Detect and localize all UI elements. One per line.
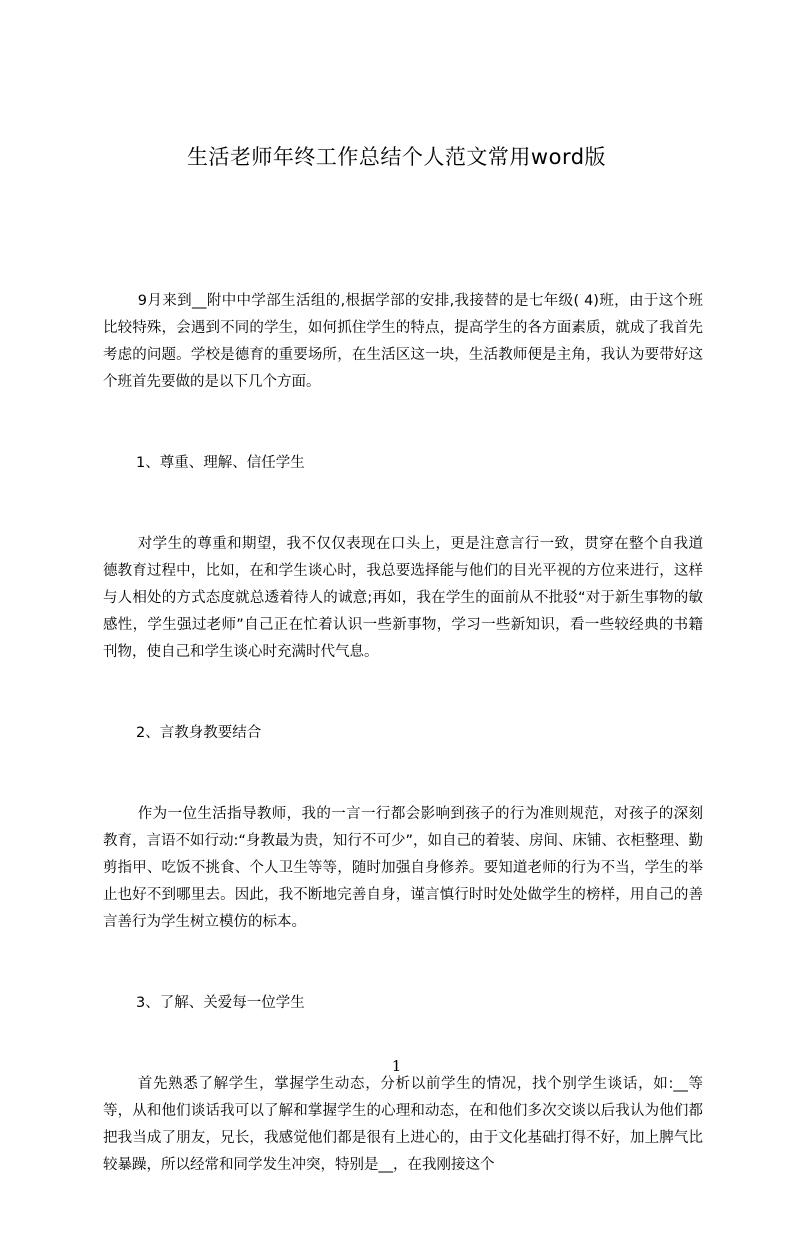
page-number: 1 — [391, 1057, 402, 1075]
paragraph-section-1: 对学生的尊重和期望，我不仅仅表现在口头上，更是注意言行一致，贯穿在整个自我道德教育过程中，比如，在和学生谈心时，我总要选择能与他们的目光平视的方位来进行，这样与人相处的方式态度就总透着待人的诚意;再如，我在学生的面前从不批驳“对于新生事物的敏感性，学生强过老师”自己正在忙着认识一些新事物，学习一些新知识，看一些较经典的书籍刊物，使自己和学生谈心时充满时代气息。 — [103, 536, 703, 660]
paragraph-section-3: 首先熟悉了解学生，掌握学生动态，分析以前学生的情况，找个别学生谈话，如:__等等，从和他们谈话我可以了解和掌握学生的心理和动态，在和他们多次交谈以后我认为他们都把我当成了朋友，兄长，我感觉他们都是很有上进心的，由于文化基础打得不好，加上脾气比较暴躁，所以经常和同学发生冲突，特别是__，在我刚接这个 — [103, 1076, 703, 1173]
document-body — [103, 288, 703, 1233]
section-heading-3: 3、了解、关爱每一位学生 — [136, 995, 305, 1011]
section-heading-1: 1、尊重、理解、信任学生 — [136, 455, 305, 471]
section-heading-2: 2、言教身教要结合 — [136, 725, 262, 741]
paragraph-intro: 9月来到__附中中学部生活组的,根据学部的安排,我接替的是七年级( 4)班，由于这个班比较特殊，会遇到不同的学生，如何抓住学生的特点，提高学生的各方面素质，就成了我首先考虑的问题。学校是德育的重要场所，在生活区这一块，生活教师便是主角，我认为要带好这个班首先要做的是以下几个方面。 — [103, 293, 703, 390]
paragraph-section-2: 作为一位生活指导教师，我的一言一行都会影响到孩子的行为准则规范，对孩子的深刻教育，言语不如行动:“身教最为贵，知行不可少”，如自己的着装、房间、床铺、衣柜整理、勤剪指甲、吃饭不挑食、个人卫生等等，随时加强自身修养。要知道老师的行为不当，学生的举止也好不到哪里去。因此，我不断地完善自身，谨言慎行时时处处做学生的榜样，用自己的善言善行为学生树立模仿的标本。 — [103, 806, 703, 930]
document-title: 生活老师年终工作总结个人范文常用word版 — [186, 145, 607, 169]
